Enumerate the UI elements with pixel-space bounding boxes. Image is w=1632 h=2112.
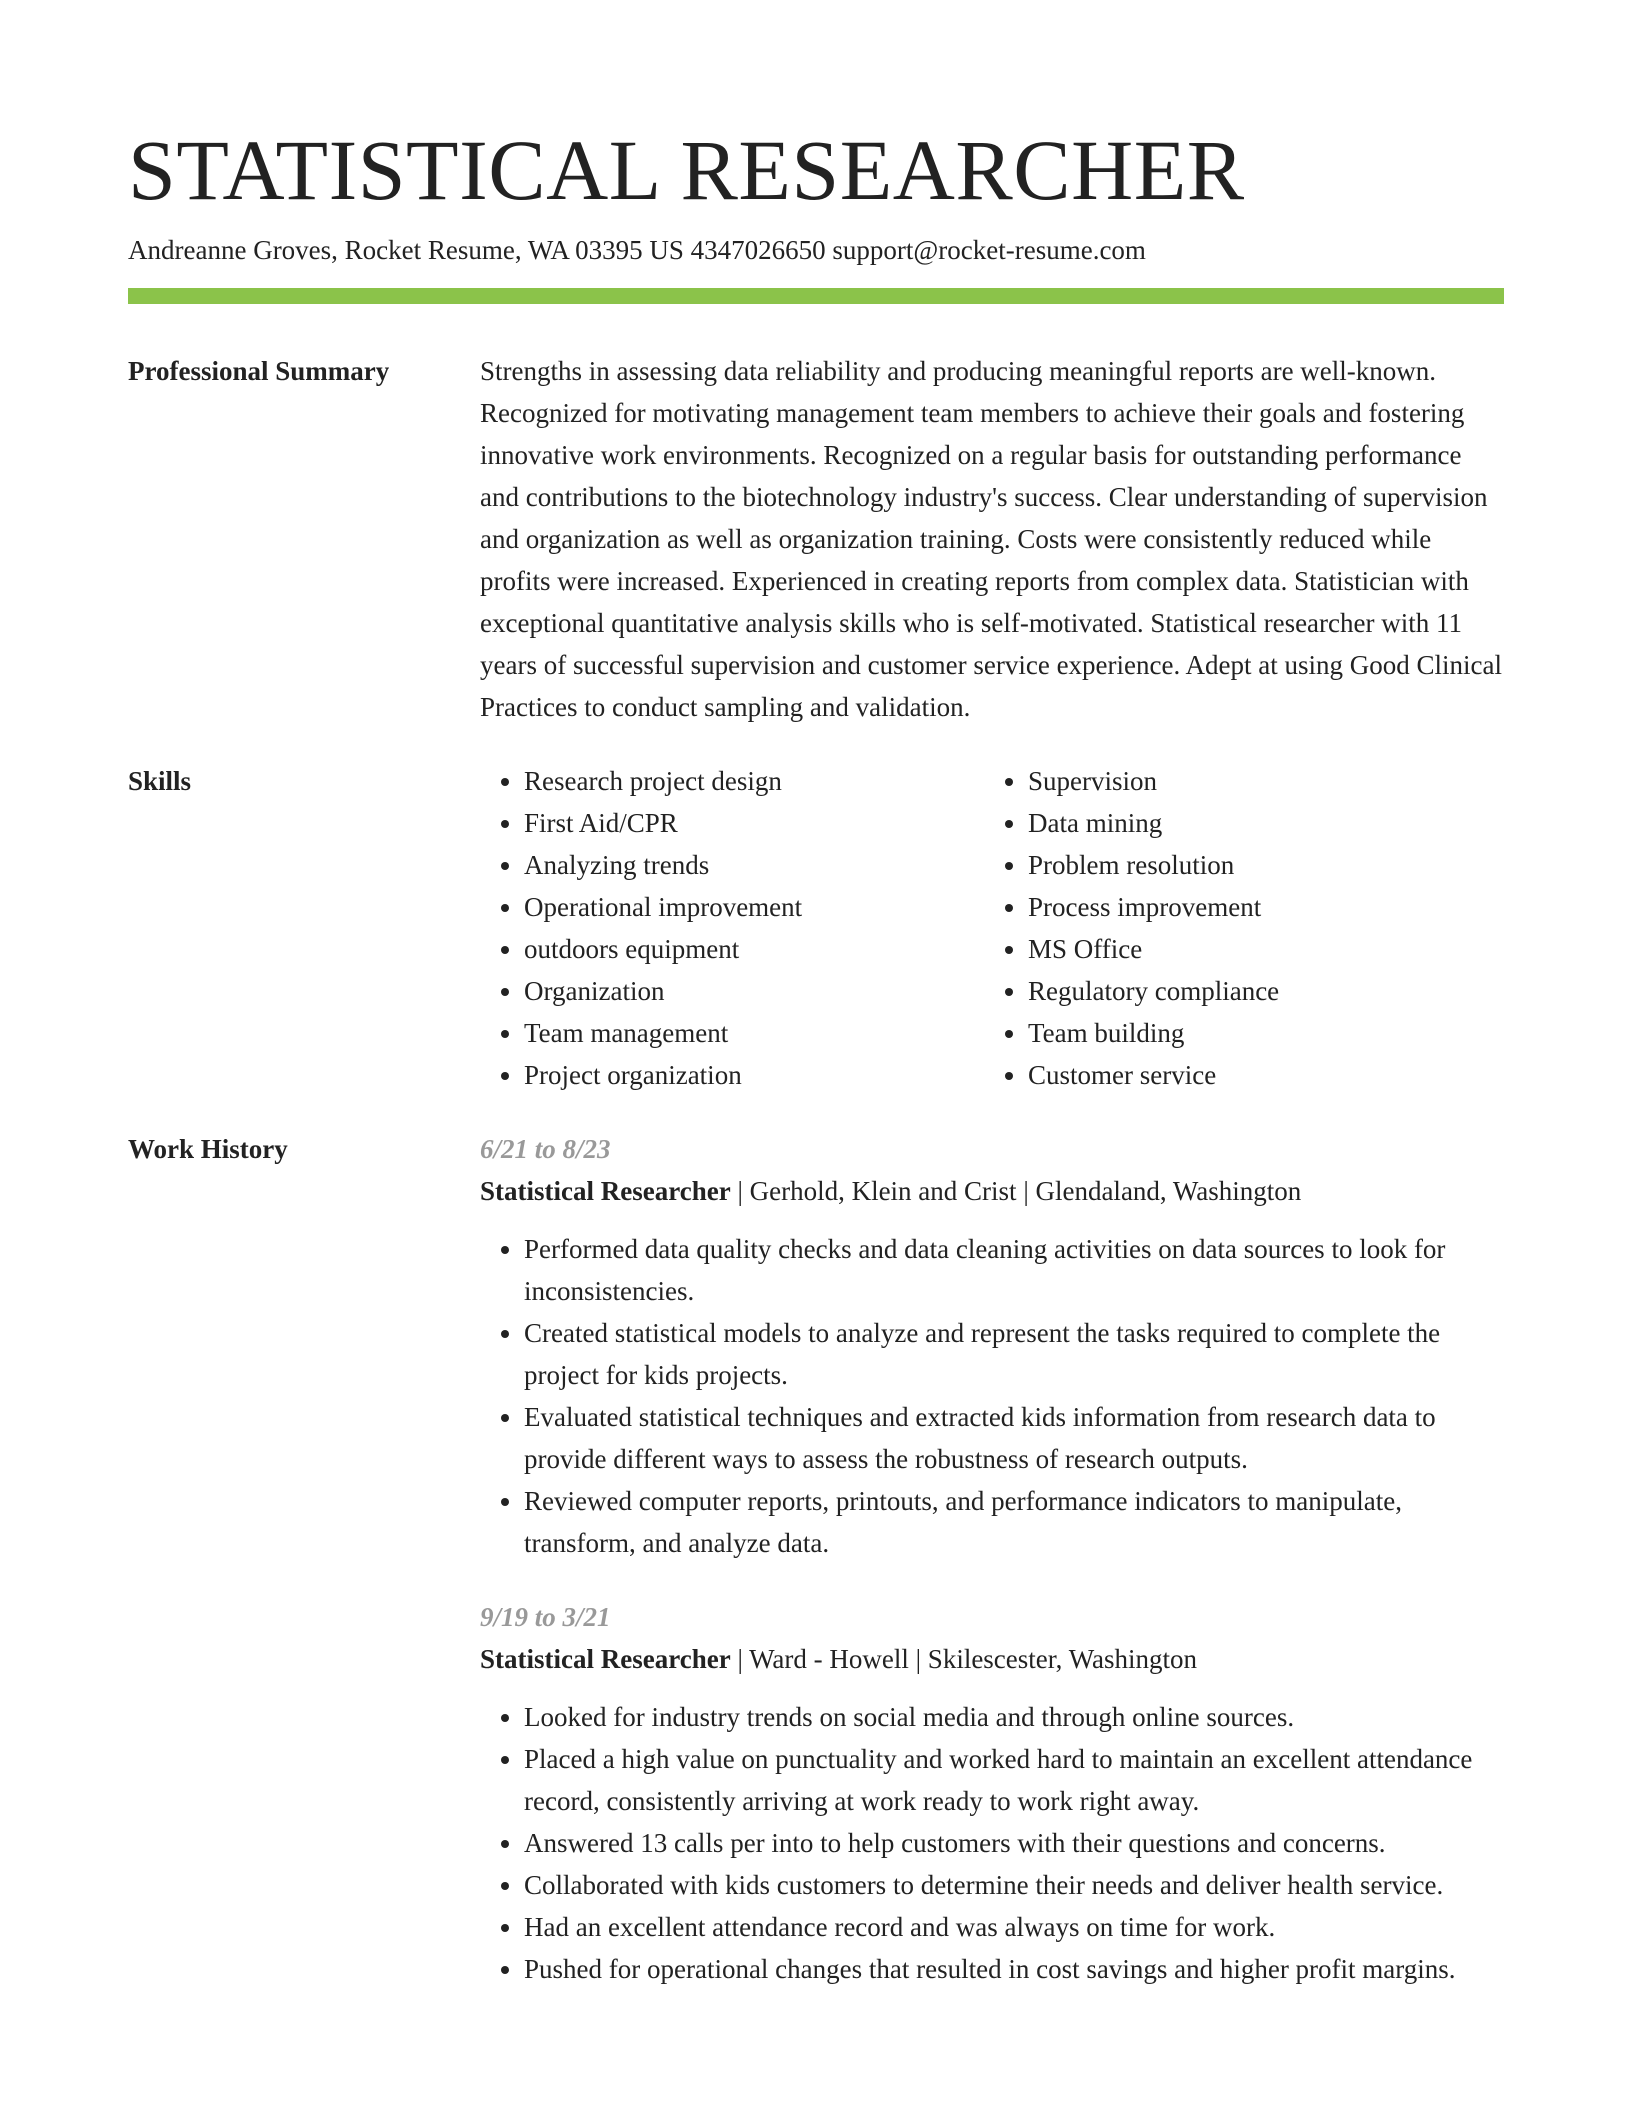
skill-item: • MS Office [1028, 928, 1279, 970]
skill-item: • outdoors equipment [524, 928, 984, 970]
job-separator: | [1016, 1176, 1036, 1206]
work-history-body [480, 1128, 1504, 1990]
summary-text: Strengths in assessing data reliability and producing meaningful reports are well-known. Recognized for motivating management team members to achieve their goals and fostering innovative work environments. Recognized on a regular basis for outstanding performance and contributions to the biotechnology industry's success. Clear understanding of supervision and organization as well as organization training. Costs were consistently reduced while profits were increased. Experienced in creating reports from complex data. Statistician with exceptional quantitative analysis skills who is self-motivated. Statistical researcher with 11 years of successful supervision and customer service experience. Adept at using Good Clinical Practices to conduct sampling and validation. [480, 356, 1502, 722]
job-separator: | [730, 1176, 750, 1206]
job-company: Ward - Howell [749, 1644, 909, 1674]
job-bullet: • Reviewed computer reports, printouts, and performance indicators to manipulate, transform, and analyze data. [524, 1480, 1504, 1564]
skill-item: • Research project design [524, 760, 984, 802]
skill-item: • Supervision [1028, 760, 1279, 802]
job-entry [480, 1128, 1504, 1564]
skill-item: • Regulatory compliance [1028, 970, 1279, 1012]
job-title: Statistical Researcher [480, 1176, 731, 1206]
job-dates: 9/19 to 3/21 [480, 1602, 611, 1632]
job-bullet: • Looked for industry trends on social media and through online sources. [524, 1696, 1504, 1738]
skill-item: • Project organization [524, 1054, 984, 1096]
skills-columns [480, 760, 1504, 1096]
header-divider [128, 288, 1504, 304]
job-bullet: • Placed a high value on punctuality and worked hard to maintain an excellent attendance record, consistently arriving at work ready to work right away. [524, 1738, 1504, 1822]
skill-item: • Problem resolution [1028, 844, 1279, 886]
job-bullet: • Pushed for operational changes that resulted in cost savings and higher profit margins. [524, 1948, 1504, 1990]
job-company: Gerhold, Klein and Crist [749, 1176, 1017, 1206]
job-bullets [480, 1696, 1504, 1990]
resume-page [128, 120, 1504, 1990]
job-title: Statistical Researcher [480, 1644, 731, 1674]
job-entry [480, 1596, 1504, 1990]
section-label-skills: Skills [128, 766, 192, 796]
skill-item: • Data mining [1028, 802, 1279, 844]
skill-item: • First Aid/CPR [524, 802, 984, 844]
job-bullet: • Created statistical models to analyze and represent the tasks required to complete the project for kids projects. [524, 1312, 1504, 1396]
contact-line: Andreanne Groves, Rocket Resume, WA 03395 US 4347026650 support@rocket-resume.com [128, 235, 1146, 265]
job-separator: | [730, 1644, 750, 1674]
skill-item: • Organization [524, 970, 984, 1012]
skill-item: • Team building [1028, 1012, 1279, 1054]
summary-section [128, 350, 1504, 728]
job-location: Skilescester, Washington [927, 1644, 1198, 1674]
job-bullet: • Performed data quality checks and data cleaning activities on data sources to look for inconsistencies. [524, 1228, 1504, 1312]
skill-item: • Customer service [1028, 1054, 1279, 1096]
section-label-summary: Professional Summary [128, 356, 390, 386]
skills-section [128, 760, 1504, 1096]
job-bullets [480, 1228, 1504, 1564]
job-bullet: • Collaborated with kids customers to determine their needs and deliver health service. [524, 1864, 1504, 1906]
skill-item: • Process improvement [1028, 886, 1279, 928]
job-bullet: • Had an excellent attendance record and was always on time for work. [524, 1906, 1504, 1948]
skill-item: • Analyzing trends [524, 844, 984, 886]
skills-list-left [480, 760, 984, 1096]
job-heading [480, 1638, 1504, 1680]
work-history-section [128, 1128, 1504, 1990]
job-heading [480, 1170, 1504, 1212]
resume-title: STATISTICAL RESEARCHER [128, 122, 1245, 218]
job-dates: 6/21 to 8/23 [480, 1134, 611, 1164]
job-bullet: • Answered 13 calls per into to help customers with their questions and concerns. [524, 1822, 1504, 1864]
skill-item: • Team management [524, 1012, 984, 1054]
job-bullet: • Evaluated statistical techniques and extracted kids information from research data to provide different ways to assess the robustness of research outputs. [524, 1396, 1504, 1480]
skill-item: • Operational improvement [524, 886, 984, 928]
job-location: Glendaland, Washington [1035, 1176, 1302, 1206]
job-separator: | [908, 1644, 928, 1674]
section-label-work-history: Work History [128, 1134, 288, 1164]
skills-list-right [984, 760, 1279, 1096]
